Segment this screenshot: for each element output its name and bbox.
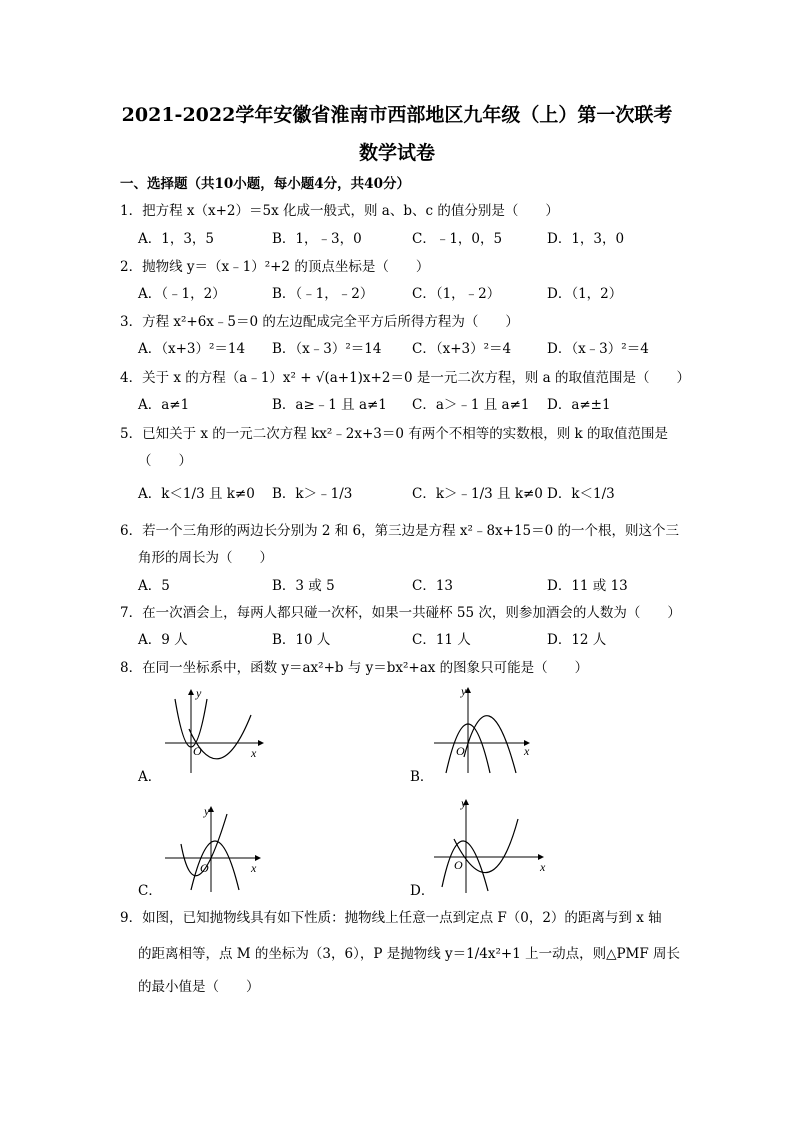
graph-c — [163, 800, 273, 895]
q3-option-c: C．（x+3）²＝4 — [412, 341, 512, 357]
q5-option-b: B．k＞﹣1/3 — [272, 486, 353, 502]
q9-stem-line2: 的距离相等，点 M 的坐标为（3，6），P 是抛物线 y＝1/4x²+1 上一动点，则△PMF 周长 — [138, 946, 681, 962]
q6-option-b: B．3 或 5 — [272, 578, 335, 594]
q8-option-b: B． — [410, 769, 434, 785]
graph-b-x-label: x — [524, 744, 530, 758]
q5-stem-line2: （ ） — [138, 453, 192, 469]
q1-option-c: C．﹣1，0，5 — [412, 231, 503, 247]
q7-stem: 7．在一次酒会上，每两人都只碰一次杯，如果一共碰杯 55 次，则参加酒会的人数为（ ） — [120, 605, 681, 621]
graph-a-y-label: y — [196, 686, 202, 700]
q5-option-d: D．k＜1/3 — [547, 486, 615, 502]
graph-d-curve-1 — [442, 841, 488, 891]
q9-stem-line3: 的最小值是（ ） — [138, 979, 260, 995]
q8-option-c: C． — [138, 883, 162, 899]
graph-a-y-arrow — [188, 689, 194, 695]
graph-c-origin: O — [200, 861, 209, 875]
q6-option-a: A．5 — [138, 578, 170, 594]
graph-a-origin: O — [193, 744, 202, 758]
q8-option-d: D． — [410, 883, 435, 899]
q4-stem: 4．关于 x 的方程（a﹣1）x² + √(a+1)x+2＝0 是一元二次方程，则 a 的取值范围是（ ） — [120, 370, 690, 386]
q3-option-b: B．（x﹣3）²＝14 — [272, 341, 382, 357]
q6-stem-line1: 6．若一个三角形的两边长分别为 2 和 6，第三边是方程 x²﹣8x+15＝0 的一个根，则这个三 — [120, 523, 680, 539]
q1-option-b: B．1，﹣3，0 — [272, 231, 362, 247]
graph-b-origin: O — [456, 744, 465, 758]
q7-option-c: C．11 人 — [412, 632, 471, 648]
q7-option-d: D．12 人 — [547, 632, 607, 648]
q9-stem-line1: 9．如图，已知抛物线具有如下性质：抛物线上任意一点到定点 F（0，2）的距离与到 x 轴 — [120, 910, 662, 926]
q8-stem: 8．在同一坐标系中，函数 y＝ax²+b 与 y＝bx²+ax 的图象只可能是（ ） — [120, 660, 589, 676]
q2-option-a: A．（﹣1，2） — [138, 286, 226, 302]
exam-title-line2: 数学试卷 — [358, 142, 435, 164]
graph-d-y-label: y — [461, 796, 467, 810]
graph-a-x-label: x — [251, 746, 257, 760]
q6-option-d: D．11 或 13 — [547, 578, 628, 594]
graph-b — [432, 685, 542, 775]
q8-option-a: A． — [138, 769, 162, 785]
q4-option-a: A．a≠1 — [138, 397, 190, 413]
q4-option-b: B．a≥﹣1 且 a≠1 — [272, 397, 387, 413]
q7-option-b: B．10 人 — [272, 632, 331, 648]
graph-b-y-label: y — [461, 685, 467, 698]
q4-option-c: C．a＞﹣1 且 a≠1 — [412, 397, 530, 413]
q2-option-d: D．（1，2） — [547, 286, 623, 302]
q3-option-d: D．（x﹣3）²＝4 — [547, 341, 649, 357]
exam-title-line1: 2021-2022学年安徽省淮南市西部地区九年级（上）第一次联考 — [121, 104, 673, 126]
q4-option-d: D．a≠±1 — [547, 397, 611, 413]
graph-d-x-label: x — [540, 860, 546, 874]
graph-c-y-label: y — [204, 804, 210, 818]
graph-c-x-label: x — [251, 861, 257, 875]
q5-option-a: A．k＜1/3 且 k≠0 — [138, 486, 255, 502]
q6-stem-line2: 角形的周长为（ ） — [138, 550, 273, 566]
graph-d — [432, 795, 552, 895]
q5-stem-line1: 5．已知关于 x 的一元二次方程 kx²﹣2x+3＝0 有两个不相等的实数根，则 k 的取值范围是 — [120, 426, 669, 442]
section-heading: 一、选择题（共10小题，每小题4分，共40分） — [120, 176, 410, 192]
q2-option-c: C．（1，﹣2） — [412, 286, 501, 302]
q3-option-a: A．（x+3）²＝14 — [138, 341, 246, 357]
q6-option-c: C．13 — [412, 578, 454, 594]
graph-b-curve-2 — [464, 716, 516, 773]
q2-option-b: B．（﹣1，﹣2） — [272, 286, 374, 302]
graph-d-origin: O — [454, 858, 463, 872]
q1-stem: 1．把方程 x（x+2）＝5x 化成一般式，则 a、b、c 的值分别是（ ） — [120, 203, 559, 219]
q1-option-d: D．1，3，0 — [547, 231, 625, 247]
graph-d-curve-2 — [454, 819, 518, 873]
q3-stem: 3．方程 x²+6x﹣5＝0 的左边配成完全平方后所得方程为（ ） — [120, 314, 519, 330]
q5-option-c: C．k＞﹣1/3 且 k≠0 — [412, 486, 543, 502]
graph-a — [163, 685, 273, 775]
q7-option-a: A．9 人 — [138, 632, 188, 648]
q2-stem: 2．抛物线 y＝（x﹣1）²+2 的顶点坐标是（ ） — [120, 259, 430, 275]
q1-option-a: A．1，3，5 — [138, 231, 215, 247]
graph-a-x-arrow — [258, 740, 264, 746]
